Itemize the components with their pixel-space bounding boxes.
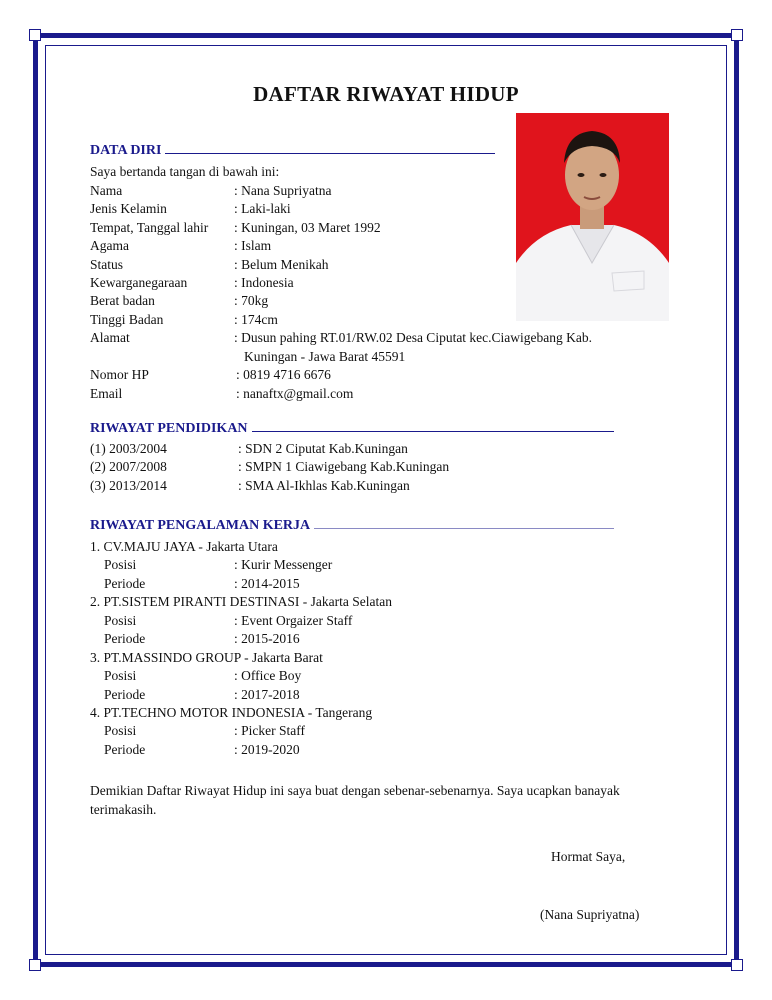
section-title: DATA DIRI	[90, 143, 162, 158]
field-value: : Dusun pahing RT.01/RW.02 Desa Ciputat kec.Ciawigebang Kab.	[234, 330, 593, 345]
section-heading-pendidikan	[90, 421, 614, 437]
field-value: : 0819 4716 6676	[236, 367, 331, 382]
field-value: Kuningan - Jawa Barat 45591	[244, 349, 406, 364]
field-value: : Nana Supriyatna	[234, 183, 332, 198]
job-periode-label: Periode	[104, 742, 146, 757]
education-school: : SMA Al-Ikhlas Kab.Kuningan	[238, 478, 410, 493]
intro-text: Saya bertanda tangan di bawah ini:	[90, 164, 280, 179]
signature-name: (Nana Supriyatna)	[540, 907, 640, 922]
section-heading-data-diri	[90, 143, 495, 159]
job-periode: : 2015-2016	[234, 631, 300, 646]
job-posisi: : Picker Staff	[234, 723, 305, 738]
field-label: Agama	[90, 238, 129, 253]
field-value: : Belum Menikah	[234, 257, 329, 272]
job-posisi-label: Posisi	[104, 668, 137, 683]
field-label: Berat badan	[90, 293, 155, 308]
corner-ornament	[29, 29, 41, 41]
field-value: : 70kg	[234, 293, 269, 308]
heading-underline	[252, 430, 614, 432]
job-posisi-label: Posisi	[104, 557, 137, 572]
page-title: DAFTAR RIWAYAT HIDUP	[253, 82, 519, 106]
field-label: Tinggi Badan	[90, 312, 164, 327]
education-year: (2) 2007/2008	[90, 459, 167, 474]
job-periode-label: Periode	[104, 687, 146, 702]
corner-ornament	[29, 959, 41, 971]
heading-underline	[314, 527, 614, 529]
field-label: Status	[90, 257, 124, 272]
corner-ornament	[731, 959, 743, 971]
field-label: Nomor HP	[90, 367, 149, 382]
job-periode: : 2019-2020	[234, 742, 300, 757]
section-title: RIWAYAT PENGALAMAN KERJA	[90, 518, 311, 533]
education-year: (1) 2003/2004	[90, 441, 167, 456]
closing-statement-cont: terimakasih.	[90, 802, 157, 817]
field-label: Jenis Kelamin	[90, 201, 167, 216]
education-school: : SMPN 1 Ciawigebang Kab.Kuningan	[238, 459, 450, 474]
field-value: : nanaftx@gmail.com	[236, 386, 354, 401]
job-periode-label: Periode	[104, 576, 146, 591]
field-value: : Indonesia	[234, 275, 294, 290]
job-company: 2. PT.SISTEM PIRANTI DESTINASI - Jakarta Selatan	[90, 594, 392, 609]
field-label: Alamat	[90, 330, 130, 345]
profile-photo	[516, 113, 669, 321]
regards-text: Hormat Saya,	[551, 849, 626, 864]
job-periode-label: Periode	[104, 631, 146, 646]
job-posisi: : Office Boy	[234, 668, 302, 683]
field-value: : Laki-laki	[234, 201, 291, 216]
job-company: 3. PT.MASSINDO GROUP - Jakarta Barat	[90, 650, 323, 665]
field-label: Tempat, Tanggal lahir	[90, 220, 209, 235]
field-value: : 174cm	[234, 312, 278, 327]
heading-underline	[165, 152, 495, 154]
field-value: : Kuningan, 03 Maret 1992	[234, 220, 381, 235]
section-heading-pengalaman	[90, 518, 614, 534]
job-periode: : 2014-2015	[234, 576, 300, 591]
job-posisi: : Kurir Messenger	[234, 557, 333, 572]
corner-ornament	[731, 29, 743, 41]
field-value: : Islam	[234, 238, 272, 253]
job-posisi: : Event Orgaizer Staff	[234, 613, 353, 628]
job-company: 1. CV.MAJU JAYA - Jakarta Utara	[90, 539, 278, 554]
education-school: : SDN 2 Ciputat Kab.Kuningan	[238, 441, 408, 456]
field-label: Email	[90, 386, 123, 401]
education-year: (3) 2013/2014	[90, 478, 167, 493]
job-posisi-label: Posisi	[104, 723, 137, 738]
job-company: 4. PT.TECHNO MOTOR INDONESIA - Tangerang	[90, 705, 373, 720]
job-posisi-label: Posisi	[104, 613, 137, 628]
field-label: Kewarganegaraan	[90, 275, 188, 290]
field-label: Nama	[90, 183, 123, 198]
closing-statement: Demikian Daftar Riwayat Hidup ini saya buat dengan sebenar-sebenarnya. Saya ucapkan banayak	[90, 783, 620, 798]
section-title: RIWAYAT PENDIDIKAN	[90, 421, 248, 436]
job-periode: : 2017-2018	[234, 687, 300, 702]
